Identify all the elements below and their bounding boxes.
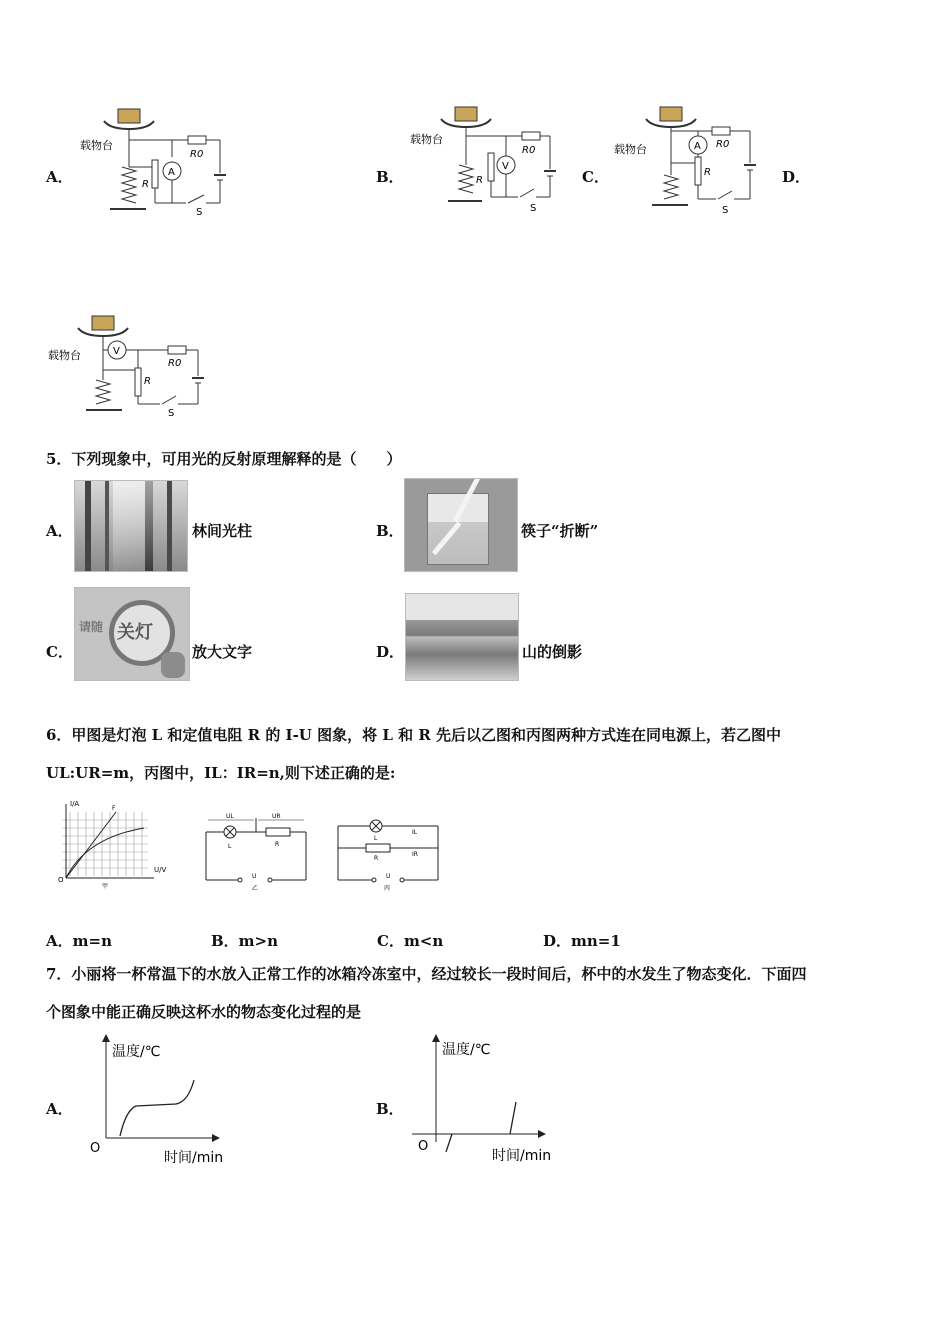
svg-text:S: S	[196, 207, 203, 218]
circuit-d	[46, 312, 216, 417]
svg-text:U/V: U/V	[154, 866, 167, 874]
svg-text:L: L	[374, 835, 378, 842]
svg-text:R0: R0	[716, 139, 730, 150]
q7-stem-line1: 7．小丽将一杯常温下的水放入正常工作的冰箱冷冻室中，经过较长一段时间后，杯中的水发生了物态变化．下面四	[46, 965, 807, 983]
svg-text:V: V	[113, 346, 120, 357]
q6-stem-line2: UL:UR=m，丙图中，IL：IR=n,则下述正确的是:	[46, 764, 396, 782]
svg-text:丙: 丙	[384, 885, 391, 892]
q7-option-b-label: B．	[376, 1100, 404, 1118]
svg-text:IL: IL	[412, 829, 418, 836]
q5-option-a-label: A．	[46, 522, 73, 540]
magnifier-photo: 请随 关灯	[74, 587, 190, 681]
svg-text:温度/℃: 温度/℃	[442, 1042, 491, 1058]
q6-option-b: B．m>n	[211, 932, 279, 950]
chopsticks-photo	[404, 478, 518, 572]
q5-option-b-label: B．	[376, 522, 404, 540]
svg-text:时间/min: 时间/min	[492, 1148, 552, 1164]
svg-text:O: O	[418, 1139, 429, 1154]
svg-text:S: S	[530, 203, 537, 214]
svg-text:O: O	[58, 876, 64, 884]
svg-text:载物台: 载物台	[410, 133, 443, 146]
svg-text:IR: IR	[412, 851, 418, 858]
svg-text:O: O	[90, 1141, 101, 1156]
svg-text:R0: R0	[168, 358, 182, 369]
magnified-text: 关灯	[117, 622, 153, 643]
option-d-label: D．	[782, 168, 811, 186]
svg-text:R: R	[476, 175, 483, 186]
q5-stem: 5．下列现象中，可用光的反射原理解释的是（ ）	[46, 450, 402, 468]
svg-text:V: V	[502, 161, 509, 172]
svg-text:甲: 甲	[102, 883, 109, 890]
svg-text:R: R	[374, 855, 379, 862]
q7-stem-line2: 个图象中能正确反映这杯水的物态变化过程的是	[46, 1003, 362, 1021]
q5-option-b-caption: 筷子“折断”	[521, 522, 599, 540]
stage-label: 载物台	[80, 139, 113, 152]
q5-option-d-label: D．	[376, 643, 405, 661]
svg-text:L: L	[228, 843, 232, 850]
q6-option-d: D．mn=1	[543, 932, 621, 950]
temperature-graph-a	[70, 1030, 260, 1170]
svg-text:I/A: I/A	[70, 800, 80, 808]
q5-option-c-label: C．	[46, 643, 73, 661]
q5-option-c-caption: 放大文字	[192, 643, 253, 661]
svg-text:U: U	[386, 873, 391, 880]
svg-text:R0: R0	[190, 149, 204, 160]
q5-option-d-caption: 山的倒影	[522, 643, 583, 661]
svg-text:U: U	[252, 873, 257, 880]
svg-text:R: R	[142, 179, 149, 190]
q6-option-c: C．m<n	[377, 932, 444, 950]
circuit-b	[410, 103, 575, 218]
circuit-a	[80, 105, 250, 225]
series-circuit	[200, 810, 312, 892]
iu-graph	[56, 798, 176, 890]
svg-text:UL: UL	[226, 813, 234, 820]
parallel-circuit	[332, 812, 444, 892]
circuit-c	[612, 105, 772, 220]
svg-text:UR: UR	[272, 813, 281, 820]
svg-text:温度/℃: 温度/℃	[112, 1044, 161, 1060]
svg-text:S: S	[722, 205, 729, 216]
svg-text:乙: 乙	[252, 885, 259, 892]
option-b-label: B．	[376, 168, 404, 186]
option-c-label: C．	[582, 168, 609, 186]
q6-stem-line1: 6．甲图是灯泡 L 和定值电阻 R 的 I-U 图象，将 L 和 R 先后以乙图和丙图两种方式连在同电源上，若乙图中	[46, 726, 782, 744]
svg-text:A: A	[168, 167, 175, 178]
q6-option-a: A．m=n	[46, 932, 112, 950]
svg-text:S: S	[168, 408, 175, 417]
option-a-label: A．	[46, 168, 73, 186]
q5-option-a-caption: 林间光柱	[192, 522, 253, 540]
svg-text:R: R	[144, 376, 151, 387]
svg-text:载物台: 载物台	[48, 349, 81, 362]
mountain-reflection-photo	[405, 593, 519, 681]
svg-text:R0: R0	[522, 145, 536, 156]
forest-light-photo	[74, 480, 188, 572]
svg-text:A: A	[694, 141, 701, 152]
svg-text:R: R	[704, 167, 711, 178]
svg-text:F: F	[112, 805, 116, 812]
svg-text:载物台: 载物台	[614, 143, 647, 156]
q7-option-a-label: A．	[46, 1100, 73, 1118]
svg-text:R: R	[275, 841, 280, 848]
svg-text:时间/min: 时间/min	[164, 1150, 224, 1166]
temperature-graph-b	[400, 1030, 590, 1170]
